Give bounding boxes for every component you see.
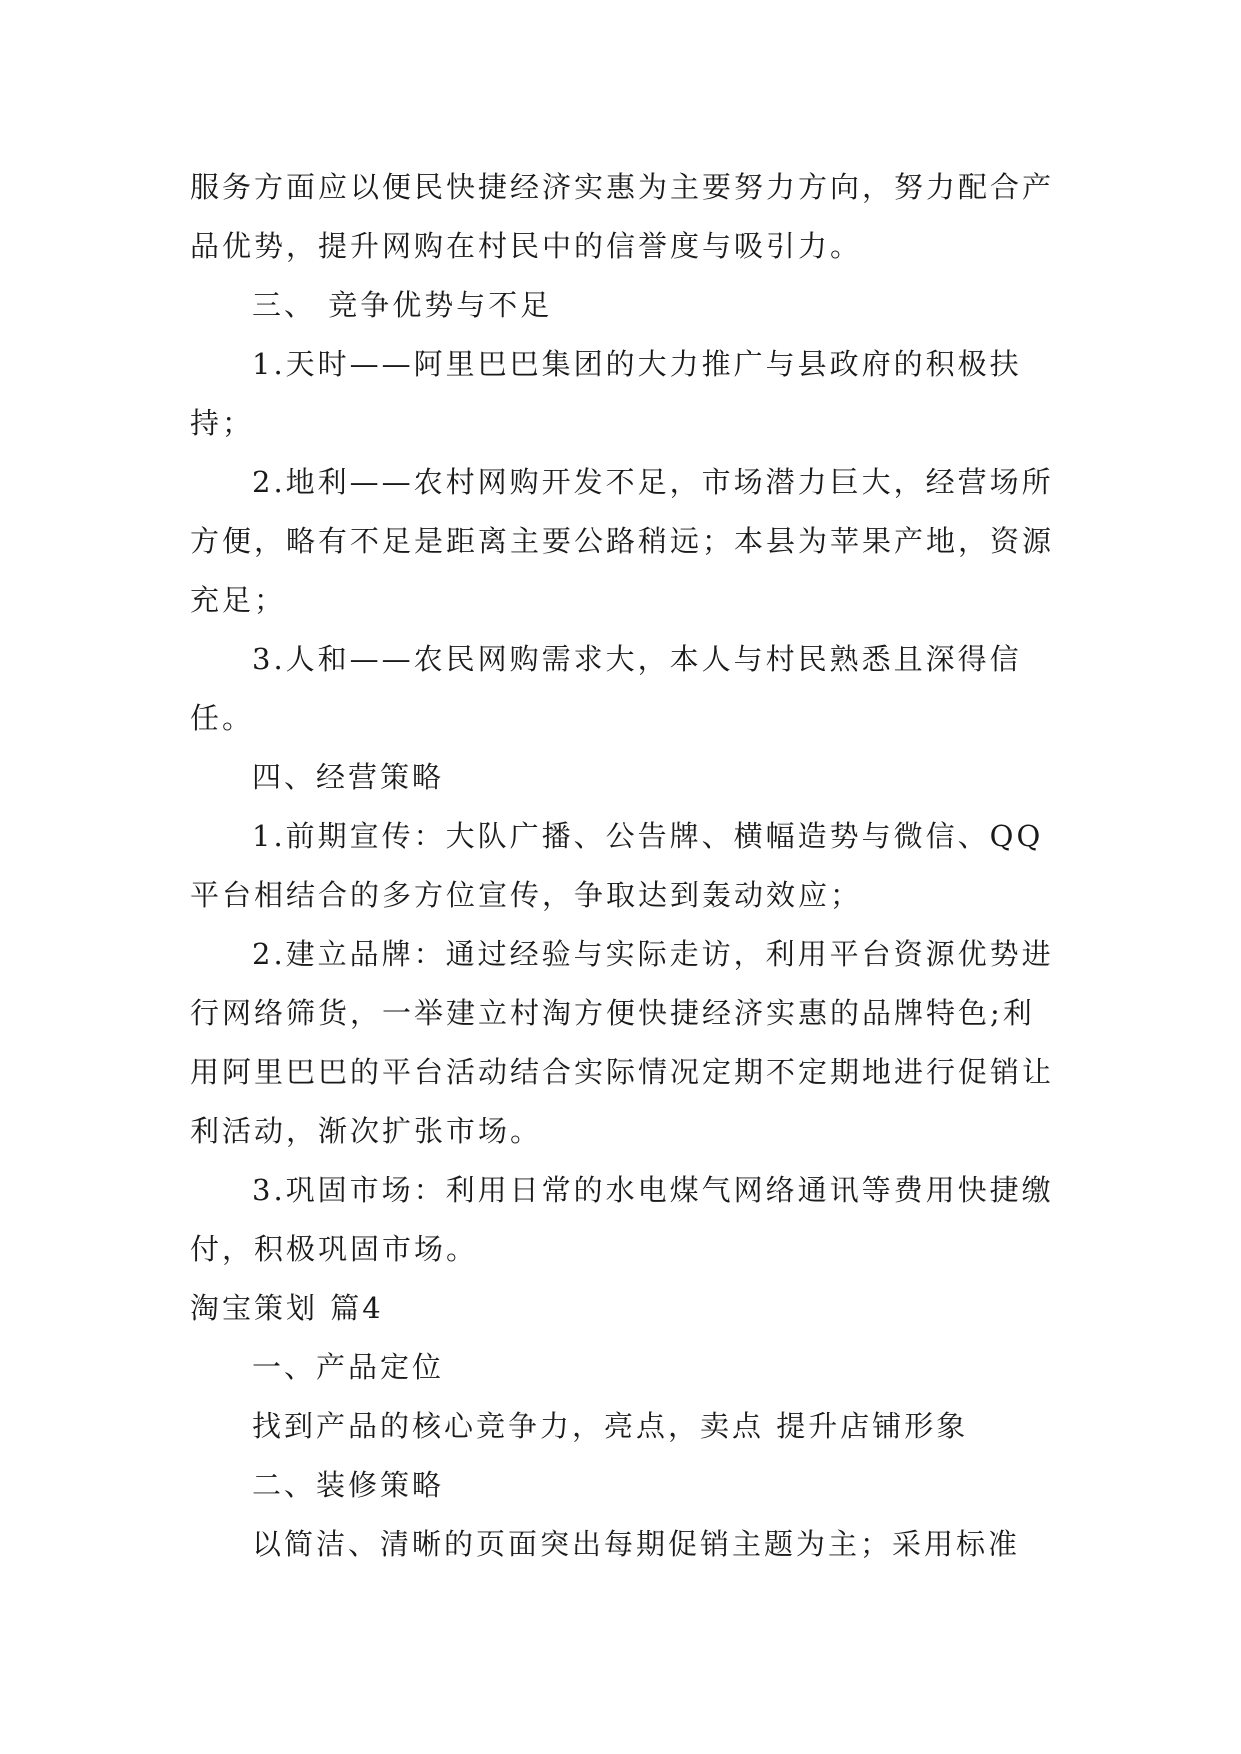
list-item-market: 3.巩固市场：利用日常的水电煤气网络通讯等费用快捷缴付，积极巩固市场。	[190, 1173, 1054, 1266]
document-body	[190, 158, 1060, 1574]
paragraph-decoration: 以简洁、清晰的页面突出每期促销主题为主；采用标准	[252, 1527, 1021, 1561]
list-item-promotion: 1.前期宣传：大队广播、公告牌、横幅造势与微信、QQ平台相结合的多方位宣传，争取达到轰动效应；	[190, 819, 1044, 912]
heading-competitive-advantages: 三、 竞争优势与不足	[252, 288, 553, 322]
section-title-part4: 淘宝策划 篇4	[190, 1291, 384, 1325]
list-item-timing: 1.天时——阿里巴巴集团的大力推广与县政府的积极扶持；	[190, 347, 1022, 440]
heading-product-positioning: 一、产品定位	[252, 1350, 445, 1384]
paragraph-product-core: 找到产品的核心竞争力，亮点，卖点 提升店铺形象	[252, 1409, 969, 1443]
list-item-brand: 2.建立品牌：通过经验与实际走访，利用平台资源优势进行网络筛货，一举建立村淘方便快捷经济实惠的品牌特色;利用阿里巴巴的平台活动结合实际情况定期不定期地进行促销让利活动，渐次扩张市场。	[190, 937, 1055, 1148]
heading-decoration-strategy: 二、装修策略	[252, 1468, 445, 1502]
list-item-location: 2.地利——农村网购开发不足，市场潜力巨大，经营场所方便，略有不足是距离主要公路稍远；本县为苹果产地，资源充足；	[190, 465, 1055, 617]
list-item-people: 3.人和——农民网购需求大，本人与村民熟悉且深得信任。	[190, 642, 1022, 735]
heading-business-strategy: 四、经营策略	[252, 760, 445, 794]
paragraph-service: 服务方面应以便民快捷经济实惠为主要努力方向，努力配合产品优势，提升网购在村民中的信誉度与吸引力。	[190, 170, 1055, 263]
